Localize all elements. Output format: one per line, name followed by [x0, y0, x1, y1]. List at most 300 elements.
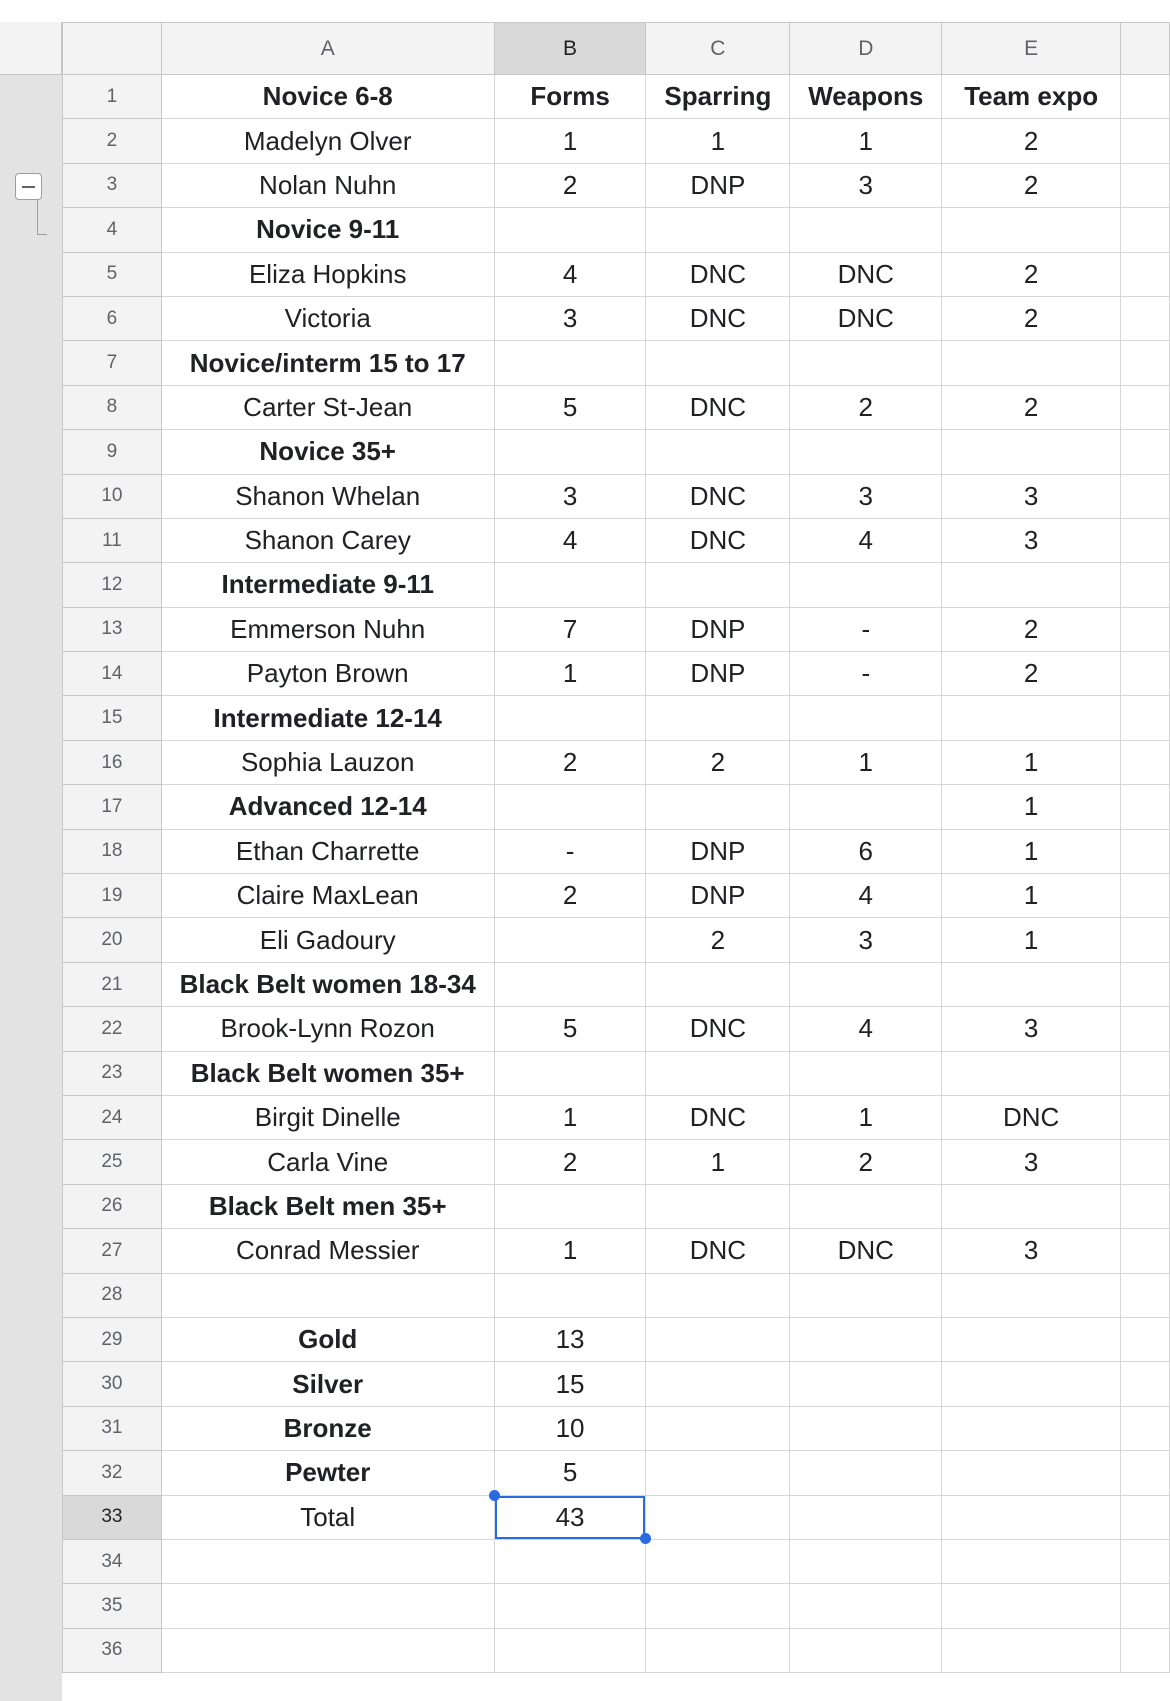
row-header-19[interactable]: 19: [63, 874, 162, 918]
cell-a21[interactable]: Black Belt women 18-34: [161, 962, 494, 1006]
row-header-29[interactable]: 29: [63, 1317, 162, 1361]
cell-c21[interactable]: [646, 962, 790, 1006]
cell-b2[interactable]: 1: [494, 119, 646, 163]
sheet-row: [63, 1229, 1170, 1273]
cell-e23[interactable]: [942, 1051, 1121, 1095]
cell-f10[interactable]: [1121, 474, 1170, 518]
cell-f15[interactable]: [1121, 696, 1170, 740]
cell-c22[interactable]: DNC: [646, 1007, 790, 1051]
row-header-10[interactable]: 10: [63, 474, 162, 518]
cell-d29[interactable]: [790, 1317, 942, 1361]
cell-f26[interactable]: [1121, 1184, 1170, 1228]
cell-f29[interactable]: [1121, 1317, 1170, 1361]
cell-c31[interactable]: [646, 1406, 790, 1450]
cell-b32[interactable]: 5: [494, 1451, 646, 1495]
cell-d15[interactable]: [790, 696, 942, 740]
cell-f2[interactable]: [1121, 119, 1170, 163]
sheet-row: [63, 119, 1170, 163]
cell-b16[interactable]: 2: [494, 740, 646, 784]
cell-d11[interactable]: 4: [790, 518, 942, 562]
row-header-6[interactable]: 6: [63, 296, 162, 340]
sheet-row: [63, 652, 1170, 696]
sheet-row: [63, 385, 1170, 429]
cell-e32[interactable]: [942, 1451, 1121, 1495]
cell-c1[interactable]: Sparring: [646, 75, 790, 119]
row-header-3[interactable]: 3: [63, 163, 162, 207]
cell-b31[interactable]: 10: [494, 1406, 646, 1450]
row-header-5[interactable]: 5: [63, 252, 162, 296]
sheet-row: [63, 1539, 1170, 1583]
spreadsheet-grid: [62, 22, 1170, 1673]
cell-b13[interactable]: 7: [494, 607, 646, 651]
cell-c28[interactable]: [646, 1273, 790, 1317]
column-header-f[interactable]: [1121, 23, 1170, 75]
cell-e24[interactable]: DNC: [942, 1095, 1121, 1139]
cell-a8[interactable]: Carter St-Jean: [161, 385, 494, 429]
cell-e1[interactable]: Team expo: [942, 75, 1121, 119]
cell-b34[interactable]: [494, 1539, 646, 1583]
cell-f8[interactable]: [1121, 385, 1170, 429]
cell-d1[interactable]: Weapons: [790, 75, 942, 119]
cell-d8[interactable]: 2: [790, 385, 942, 429]
sheet-row: [63, 607, 1170, 651]
cell-a5[interactable]: Eliza Hopkins: [161, 252, 494, 296]
cell-d32[interactable]: [790, 1451, 942, 1495]
group-bracket-line: [37, 200, 38, 235]
row-header-12[interactable]: 12: [63, 563, 162, 607]
sheet-row: [63, 1317, 1170, 1361]
cell-c23[interactable]: [646, 1051, 790, 1095]
cell-a11[interactable]: Shanon Carey: [161, 518, 494, 562]
cell-e21[interactable]: [942, 962, 1121, 1006]
cell-e29[interactable]: [942, 1317, 1121, 1361]
cell-c36[interactable]: [646, 1628, 790, 1672]
cell-a3[interactable]: Nolan Nuhn: [161, 163, 494, 207]
cell-c6[interactable]: DNC: [646, 296, 790, 340]
row-header-11[interactable]: 11: [63, 518, 162, 562]
cell-e34[interactable]: [942, 1539, 1121, 1583]
cell-e20[interactable]: 1: [942, 918, 1121, 962]
cell-d3[interactable]: 3: [790, 163, 942, 207]
cell-b14[interactable]: 1: [494, 652, 646, 696]
sheet-row: [63, 962, 1170, 1006]
cell-f25[interactable]: [1121, 1140, 1170, 1184]
row-header-13[interactable]: 13: [63, 607, 162, 651]
cell-f21[interactable]: [1121, 962, 1170, 1006]
cell-c14[interactable]: DNP: [646, 652, 790, 696]
cell-d12[interactable]: [790, 563, 942, 607]
cell-b22[interactable]: 5: [494, 1007, 646, 1051]
column-header-a[interactable]: A: [161, 23, 494, 75]
cell-d23[interactable]: [790, 1051, 942, 1095]
cell-c8[interactable]: DNC: [646, 385, 790, 429]
cell-c3[interactable]: DNP: [646, 163, 790, 207]
cell-e13[interactable]: 2: [942, 607, 1121, 651]
cell-b20[interactable]: [494, 918, 646, 962]
row-header-2[interactable]: 2: [63, 119, 162, 163]
row-header-17[interactable]: 17: [63, 785, 162, 829]
cell-a2[interactable]: Madelyn Olver: [161, 119, 494, 163]
cell-d20[interactable]: 3: [790, 918, 942, 962]
cell-b23[interactable]: [494, 1051, 646, 1095]
cell-b24[interactable]: 1: [494, 1095, 646, 1139]
cell-f36[interactable]: [1121, 1628, 1170, 1672]
cell-e27[interactable]: 3: [942, 1229, 1121, 1273]
row-header-36[interactable]: 36: [63, 1628, 162, 1672]
cell-b21[interactable]: [494, 962, 646, 1006]
sheet-row: [63, 1451, 1170, 1495]
row-header-33[interactable]: 33: [63, 1495, 162, 1539]
cell-d9[interactable]: [790, 430, 942, 474]
sheet-row: [63, 296, 1170, 340]
cell-d4[interactable]: [790, 208, 942, 252]
cell-d35[interactable]: [790, 1584, 942, 1628]
cell-a33[interactable]: Total: [161, 1495, 494, 1539]
sheet-row: [63, 252, 1170, 296]
cell-c4[interactable]: [646, 208, 790, 252]
minus-icon: [22, 186, 35, 188]
row-header-27[interactable]: 27: [63, 1229, 162, 1273]
sheet-row: [63, 874, 1170, 918]
cell-b30[interactable]: 15: [494, 1362, 646, 1406]
cell-a31[interactable]: Bronze: [161, 1406, 494, 1450]
cell-a27[interactable]: Conrad Messier: [161, 1229, 494, 1273]
cell-f33[interactable]: [1121, 1495, 1170, 1539]
row-header-1[interactable]: 1: [63, 75, 162, 119]
cell-a4[interactable]: Novice 9-11: [161, 208, 494, 252]
cell-e9[interactable]: [942, 430, 1121, 474]
sheet-row: [63, 696, 1170, 740]
cell-b18[interactable]: -: [494, 829, 646, 873]
cell-d19[interactable]: 4: [790, 874, 942, 918]
cell-f18[interactable]: [1121, 829, 1170, 873]
cell-f12[interactable]: [1121, 563, 1170, 607]
cell-e30[interactable]: [942, 1362, 1121, 1406]
cell-e15[interactable]: [942, 696, 1121, 740]
cell-e2[interactable]: 2: [942, 119, 1121, 163]
cell-c2[interactable]: 1: [646, 119, 790, 163]
cell-b15[interactable]: [494, 696, 646, 740]
column-header-row: [63, 23, 1170, 75]
group-bracket-foot: [37, 234, 47, 235]
cell-e31[interactable]: [942, 1406, 1121, 1450]
cell-f31[interactable]: [1121, 1406, 1170, 1450]
cell-d30[interactable]: [790, 1362, 942, 1406]
cell-f14[interactable]: [1121, 652, 1170, 696]
row-header-14[interactable]: 14: [63, 652, 162, 696]
cell-d33[interactable]: [790, 1495, 942, 1539]
cell-f34[interactable]: [1121, 1539, 1170, 1583]
sheet-row: [63, 1095, 1170, 1139]
cell-e33[interactable]: [942, 1495, 1121, 1539]
row-header-23[interactable]: 23: [63, 1051, 162, 1095]
cell-d31[interactable]: [790, 1406, 942, 1450]
row-header-31[interactable]: 31: [63, 1406, 162, 1450]
cell-d14[interactable]: -: [790, 652, 942, 696]
cell-b5[interactable]: 4: [494, 252, 646, 296]
cell-f13[interactable]: [1121, 607, 1170, 651]
cell-b9[interactable]: [494, 430, 646, 474]
cell-f7[interactable]: [1121, 341, 1170, 385]
cell-a7[interactable]: Novice/interm 15 to 17: [161, 341, 494, 385]
cell-f16[interactable]: [1121, 740, 1170, 784]
cell-f6[interactable]: [1121, 296, 1170, 340]
cell-a23[interactable]: Black Belt women 35+: [161, 1051, 494, 1095]
cell-a35[interactable]: [161, 1584, 494, 1628]
cell-a22[interactable]: Brook-Lynn Rozon: [161, 1007, 494, 1051]
row-header-25[interactable]: 25: [63, 1140, 162, 1184]
cell-c19[interactable]: DNP: [646, 874, 790, 918]
cell-a12[interactable]: Intermediate 9-11: [161, 563, 494, 607]
cell-d2[interactable]: 1: [790, 119, 942, 163]
cell-b17[interactable]: [494, 785, 646, 829]
cell-c10[interactable]: DNC: [646, 474, 790, 518]
cell-b1[interactable]: Forms: [494, 75, 646, 119]
cell-e17[interactable]: 1: [942, 785, 1121, 829]
cell-a10[interactable]: Shanon Whelan: [161, 474, 494, 518]
cell-e12[interactable]: [942, 563, 1121, 607]
cell-a20[interactable]: Eli Gadoury: [161, 918, 494, 962]
cell-f17[interactable]: [1121, 785, 1170, 829]
cell-c16[interactable]: 2: [646, 740, 790, 784]
cell-a13[interactable]: Emmerson Nuhn: [161, 607, 494, 651]
cell-f30[interactable]: [1121, 1362, 1170, 1406]
cell-a9[interactable]: Novice 35+: [161, 430, 494, 474]
cell-d6[interactable]: DNC: [790, 296, 942, 340]
cell-e14[interactable]: 2: [942, 652, 1121, 696]
cell-f4[interactable]: [1121, 208, 1170, 252]
cell-a1[interactable]: Novice 6-8: [161, 75, 494, 119]
cell-d7[interactable]: [790, 341, 942, 385]
cell-e25[interactable]: 3: [942, 1140, 1121, 1184]
sheet-row: [63, 1273, 1170, 1317]
cell-d16[interactable]: 1: [790, 740, 942, 784]
cell-f32[interactable]: [1121, 1451, 1170, 1495]
cell-e8[interactable]: 2: [942, 385, 1121, 429]
cell-c32[interactable]: [646, 1451, 790, 1495]
cell-d36[interactable]: [790, 1628, 942, 1672]
sheet-row: [63, 740, 1170, 784]
row-header-22[interactable]: 22: [63, 1007, 162, 1051]
column-header-c[interactable]: C: [646, 23, 790, 75]
cell-e26[interactable]: [942, 1184, 1121, 1228]
cell-e4[interactable]: [942, 208, 1121, 252]
cell-c12[interactable]: [646, 563, 790, 607]
cell-e35[interactable]: [942, 1584, 1121, 1628]
column-header-e[interactable]: E: [942, 23, 1121, 75]
cell-e18[interactable]: 1: [942, 829, 1121, 873]
collapse-group-button[interactable]: [15, 173, 42, 200]
cell-a19[interactable]: Claire MaxLean: [161, 874, 494, 918]
cell-b10[interactable]: 3: [494, 474, 646, 518]
cell-d27[interactable]: DNC: [790, 1229, 942, 1273]
cell-b7[interactable]: [494, 341, 646, 385]
cell-d22[interactable]: 4: [790, 1007, 942, 1051]
cell-a14[interactable]: Payton Brown: [161, 652, 494, 696]
row-header-9[interactable]: 9: [63, 430, 162, 474]
cell-b26[interactable]: [494, 1184, 646, 1228]
cell-b12[interactable]: [494, 563, 646, 607]
row-header-35[interactable]: 35: [63, 1584, 162, 1628]
cell-e22[interactable]: 3: [942, 1007, 1121, 1051]
cell-e36[interactable]: [942, 1628, 1121, 1672]
cell-f23[interactable]: [1121, 1051, 1170, 1095]
cell-a18[interactable]: Ethan Charrette: [161, 829, 494, 873]
cell-f20[interactable]: [1121, 918, 1170, 962]
cell-a16[interactable]: Sophia Lauzon: [161, 740, 494, 784]
cell-d17[interactable]: [790, 785, 942, 829]
sheet-row: [63, 1362, 1170, 1406]
sheet-row: [63, 1628, 1170, 1672]
cell-a34[interactable]: [161, 1539, 494, 1583]
cell-b35[interactable]: [494, 1584, 646, 1628]
row-header-26[interactable]: 26: [63, 1184, 162, 1228]
sheet-row: [63, 163, 1170, 207]
cell-c17[interactable]: [646, 785, 790, 829]
row-header-18[interactable]: 18: [63, 829, 162, 873]
column-header-d[interactable]: D: [790, 23, 942, 75]
cell-a25[interactable]: Carla Vine: [161, 1140, 494, 1184]
cell-f11[interactable]: [1121, 518, 1170, 562]
sheet-row: [63, 563, 1170, 607]
cell-d25[interactable]: 2: [790, 1140, 942, 1184]
cell-d34[interactable]: [790, 1539, 942, 1583]
cell-e6[interactable]: 2: [942, 296, 1121, 340]
cell-f1[interactable]: [1121, 75, 1170, 119]
cell-c30[interactable]: [646, 1362, 790, 1406]
row-header-20[interactable]: 20: [63, 918, 162, 962]
cell-c13[interactable]: DNP: [646, 607, 790, 651]
cell-c9[interactable]: [646, 430, 790, 474]
cell-b25[interactable]: 2: [494, 1140, 646, 1184]
sheet-row: [63, 1584, 1170, 1628]
cell-f28[interactable]: [1121, 1273, 1170, 1317]
top-toolbar-strip: [0, 0, 1170, 23]
cell-d24[interactable]: 1: [790, 1095, 942, 1139]
cell-b4[interactable]: [494, 208, 646, 252]
cell-e7[interactable]: [942, 341, 1121, 385]
cell-d18[interactable]: 6: [790, 829, 942, 873]
cell-a28[interactable]: [161, 1273, 494, 1317]
cell-c18[interactable]: DNP: [646, 829, 790, 873]
cell-b8[interactable]: 5: [494, 385, 646, 429]
sheet-row: [63, 75, 1170, 119]
row-header-15[interactable]: 15: [63, 696, 162, 740]
cell-f24[interactable]: [1121, 1095, 1170, 1139]
cell-c34[interactable]: [646, 1539, 790, 1583]
sheet-row: [63, 1140, 1170, 1184]
cell-c25[interactable]: 1: [646, 1140, 790, 1184]
cell-c27[interactable]: DNC: [646, 1229, 790, 1273]
cell-b6[interactable]: 3: [494, 296, 646, 340]
cell-c29[interactable]: [646, 1317, 790, 1361]
cell-b27[interactable]: 1: [494, 1229, 646, 1273]
sheet-row: [63, 1007, 1170, 1051]
cell-f5[interactable]: [1121, 252, 1170, 296]
cell-a15[interactable]: Intermediate 12-14: [161, 696, 494, 740]
row-header-28[interactable]: 28: [63, 1273, 162, 1317]
cell-c20[interactable]: 2: [646, 918, 790, 962]
cell-d21[interactable]: [790, 962, 942, 1006]
cell-e5[interactable]: 2: [942, 252, 1121, 296]
row-header-8[interactable]: 8: [63, 385, 162, 429]
sheet-row: [63, 918, 1170, 962]
cell-a30[interactable]: Silver: [161, 1362, 494, 1406]
cell-a36[interactable]: [161, 1628, 494, 1672]
cell-e16[interactable]: 1: [942, 740, 1121, 784]
cell-c26[interactable]: [646, 1184, 790, 1228]
cell-a26[interactable]: Black Belt men 35+: [161, 1184, 494, 1228]
sheet-row: [63, 430, 1170, 474]
cell-f9[interactable]: [1121, 430, 1170, 474]
cell-c33[interactable]: [646, 1495, 790, 1539]
cell-a32[interactable]: Pewter: [161, 1451, 494, 1495]
cell-b29[interactable]: 13: [494, 1317, 646, 1361]
cell-b28[interactable]: [494, 1273, 646, 1317]
sheet-row: [63, 208, 1170, 252]
cell-f22[interactable]: [1121, 1007, 1170, 1051]
sheet-row: [63, 341, 1170, 385]
sheet-row: [63, 518, 1170, 562]
cell-f19[interactable]: [1121, 874, 1170, 918]
active-cell-b33[interactable]: 43: [494, 1495, 646, 1539]
row-header-24[interactable]: 24: [63, 1095, 162, 1139]
cell-b3[interactable]: 2: [494, 163, 646, 207]
cell-d10[interactable]: 3: [790, 474, 942, 518]
row-header-34[interactable]: 34: [63, 1539, 162, 1583]
cell-a6[interactable]: Victoria: [161, 296, 494, 340]
cell-d5[interactable]: DNC: [790, 252, 942, 296]
cell-c7[interactable]: [646, 341, 790, 385]
cell-d13[interactable]: -: [790, 607, 942, 651]
row-header-16[interactable]: 16: [63, 740, 162, 784]
cell-c11[interactable]: DNC: [646, 518, 790, 562]
row-header-30[interactable]: 30: [63, 1362, 162, 1406]
cell-f35[interactable]: [1121, 1584, 1170, 1628]
cell-e19[interactable]: 1: [942, 874, 1121, 918]
cell-b19[interactable]: 2: [494, 874, 646, 918]
cell-c24[interactable]: DNC: [646, 1095, 790, 1139]
cell-c15[interactable]: [646, 696, 790, 740]
sheet-row: [63, 1495, 1170, 1539]
cell-c5[interactable]: DNC: [646, 252, 790, 296]
cell-d28[interactable]: [790, 1273, 942, 1317]
cell-b11[interactable]: 4: [494, 518, 646, 562]
sheet-row: [63, 829, 1170, 873]
cell-e10[interactable]: 3: [942, 474, 1121, 518]
row-header-21[interactable]: 21: [63, 962, 162, 1006]
cell-d26[interactable]: [790, 1184, 942, 1228]
row-header-7[interactable]: 7: [63, 341, 162, 385]
cell-e28[interactable]: [942, 1273, 1121, 1317]
cell-f27[interactable]: [1121, 1229, 1170, 1273]
sheet-row: [63, 1406, 1170, 1450]
cell-e11[interactable]: 3: [942, 518, 1121, 562]
cell-a29[interactable]: Gold: [161, 1317, 494, 1361]
row-header-4[interactable]: 4: [63, 208, 162, 252]
sheet-row: [63, 1051, 1170, 1095]
cell-c35[interactable]: [646, 1584, 790, 1628]
cell-b36[interactable]: [494, 1628, 646, 1672]
select-all-corner[interactable]: [63, 23, 162, 75]
cell-f3[interactable]: [1121, 163, 1170, 207]
cell-e3[interactable]: 2: [942, 163, 1121, 207]
cell-a24[interactable]: Birgit Dinelle: [161, 1095, 494, 1139]
row-header-32[interactable]: 32: [63, 1451, 162, 1495]
gutter-corner: [0, 22, 62, 75]
cell-a17[interactable]: Advanced 12-14: [161, 785, 494, 829]
column-header-b[interactable]: B: [494, 23, 646, 75]
